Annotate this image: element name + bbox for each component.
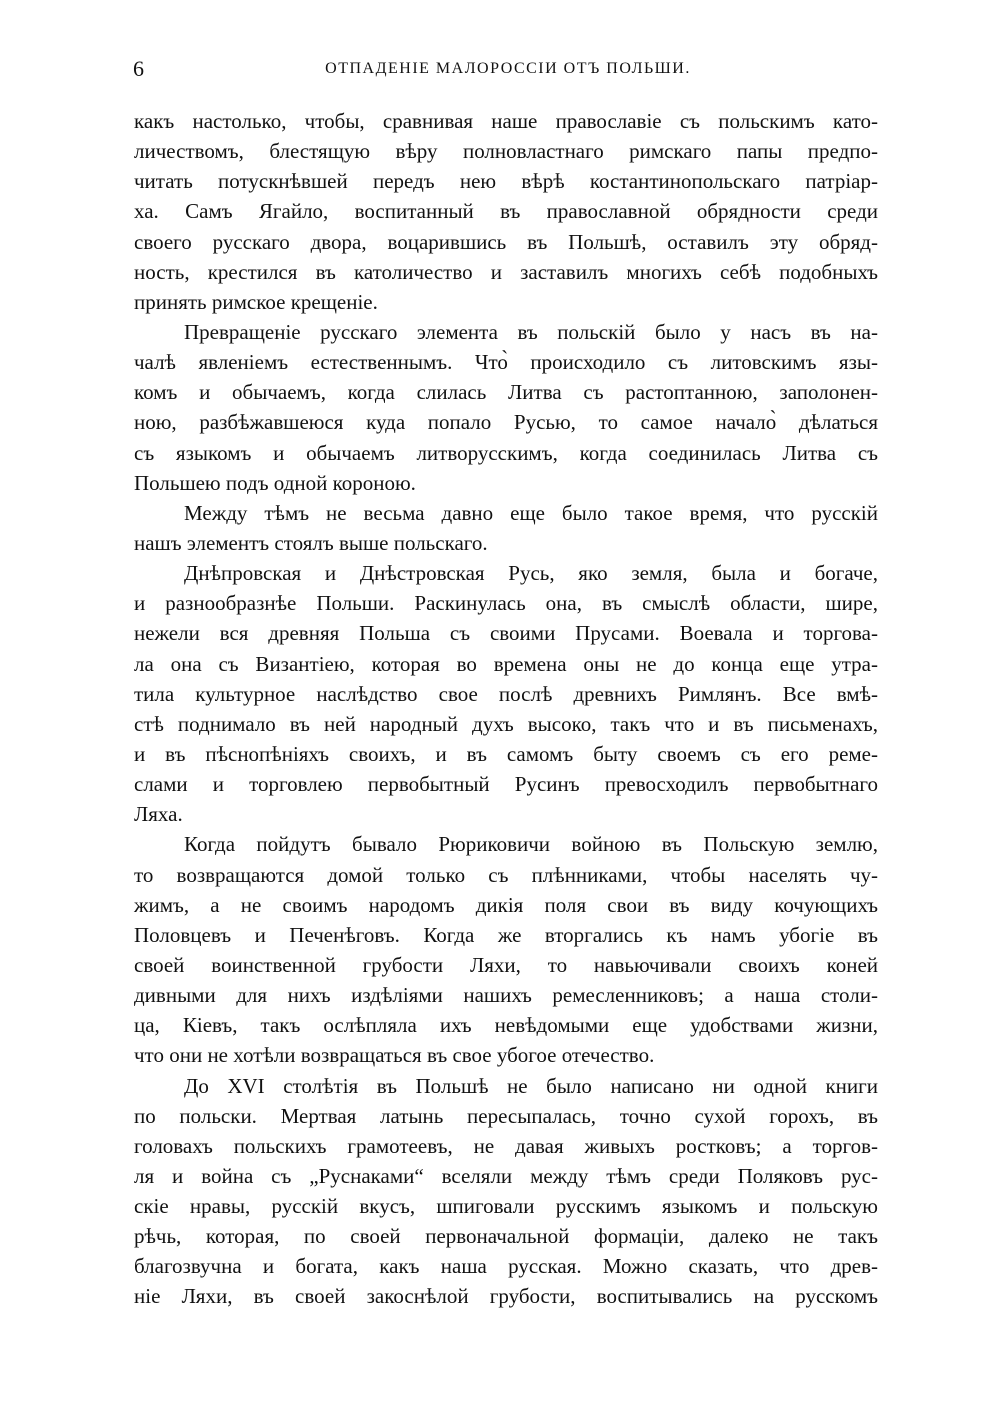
text-line: съ языкомъ и обычаемъ литворусскимъ, когда соединилась Литва съ bbox=[134, 440, 878, 465]
text-line: Днѣпровская и Днѣстровская Русь, яко земля, была и богаче, bbox=[184, 561, 878, 586]
text-line: чалѣ явленіемъ естественнымъ. Что̀ происходило съ литовскимъ язы- bbox=[134, 350, 878, 375]
text-line: Превращеніе русскаго элемента въ польскій было у насъ въ на- bbox=[184, 319, 878, 344]
text-line: головахъ польскихъ грамотеевъ, не давая живыхъ ростковъ; а торгов- bbox=[134, 1133, 878, 1158]
text-line: комъ и обычаемъ, когда слилась Литва съ растоптанною, заполонен- bbox=[134, 380, 878, 405]
text-line: ла она съ Византіею, которая во времена оны не до конца еще утра- bbox=[134, 651, 878, 676]
paragraph bbox=[134, 558, 878, 829]
text-line: читать потускнѣвшей передъ нею вѣрѣ костантинопольскаго патріар- bbox=[134, 169, 878, 194]
text-line: Половцевъ и Печенѣговъ. Когда же вторгались къ намъ убогіе въ bbox=[134, 922, 878, 947]
text-line: Польшею подъ одной короною. bbox=[134, 470, 416, 495]
text-line: по польски. Мертвая латынь пересыпалась, точно сухой горохъ, въ bbox=[134, 1103, 878, 1128]
body-text bbox=[134, 106, 878, 1312]
text-line: слами и торговлею первобытный Русинъ превосходилъ первобытнаго bbox=[134, 772, 878, 797]
text-line: то возвращаются домой только съ плѣнниками, чтобы населять чу- bbox=[134, 862, 878, 887]
text-line: тила культурное наслѣдство свое послѣ древнихъ Римлянъ. Все вмѣ- bbox=[134, 681, 878, 706]
text-line: ля и война съ „Руснаками“ вселяли между тѣмъ среди Поляковъ рус- bbox=[134, 1163, 878, 1188]
text-line: Ляха. bbox=[134, 802, 183, 827]
text-line: что они не хотѣли возвращаться въ свое убогое отечество. bbox=[134, 1043, 655, 1068]
text-line: стѣ поднимало въ ней народный духъ высоко, такъ что и въ письменахъ, bbox=[134, 711, 878, 736]
text-line: Когда пойдутъ бывало Рюриковичи войною въ Польскую землю, bbox=[184, 832, 878, 857]
running-head: ОТПАДЕНІЕ МАЛОРОССІИ ОТЪ ПОЛЬШИ. bbox=[325, 60, 691, 77]
text-line: До XVI столѣтія въ Польшѣ не было написано ни одной книги bbox=[184, 1073, 878, 1098]
text-line: ца, Кіевъ, такъ ослѣпляла ихъ невѣдомыми еще удобствами жизни, bbox=[134, 1013, 878, 1038]
text-line: ха. Самъ Ягайло, воспитанный въ православной обрядности среди bbox=[134, 199, 878, 224]
text-line: и въ пѣснопѣніяхъ своихъ, и въ самомъ быту своемъ съ его реме- bbox=[134, 741, 878, 766]
text-line: какъ настолько, чтобы, сравнивая наше православіе съ польскимъ като- bbox=[134, 109, 878, 133]
text-line: скіе нравы, русскій вкусъ, шпиговали русскимъ языкомъ и польскую bbox=[134, 1194, 878, 1219]
paragraph bbox=[134, 106, 878, 317]
text-line: своей воинственной грубости Ляхи, то навьючивали своихъ коней bbox=[134, 952, 878, 977]
text-line: Между тѣмъ не весьма давно еще было такое время, что русскій bbox=[184, 500, 878, 525]
text-line: ною, разбѣжавшеюся куда попало Русью, то самое начало̀ дѣлаться bbox=[134, 410, 878, 435]
paragraph bbox=[134, 1071, 878, 1312]
text-line: нашъ элементъ стоялъ выше польскаго. bbox=[134, 530, 488, 555]
paragraph bbox=[134, 498, 878, 558]
text-line: принять римское крещеніе. bbox=[134, 289, 378, 314]
text-line: жимъ, а не своимъ народомъ дикія поля свои въ виду кочующихъ bbox=[134, 892, 878, 917]
text-line: рѣчь, которая, по своей первоначальной формаціи, далеко не такъ bbox=[134, 1224, 878, 1249]
text-line: нежели вся древняя Польша съ своими Прусами. Воевала и торгова- bbox=[134, 621, 878, 646]
text-line: дивными для нихъ издѣліями нашихъ ремесленниковъ; а наша столи- bbox=[134, 983, 878, 1008]
text-line: ность, крестился въ католичество и заставилъ многихъ себѣ подобныхъ bbox=[134, 259, 878, 284]
paragraph bbox=[134, 317, 878, 498]
text-line: благозвучна и богата, какъ наша русская. Можно сказать, что древ- bbox=[134, 1254, 878, 1279]
text-line: ніе Ляхи, въ своей закоснѣлой грубости, воспитывались на русскомъ bbox=[134, 1284, 878, 1309]
page-number: 6 bbox=[133, 56, 144, 81]
paragraph bbox=[134, 829, 878, 1070]
text-line: своего русскаго двора, воцарившись въ Польшѣ, оставилъ эту обряд- bbox=[134, 229, 878, 254]
text-line: и разнообразнѣе Польши. Раскинулась она, въ смыслѣ области, шире, bbox=[134, 591, 878, 616]
text-line: личествомъ, блестящую вѣру полновластнаго римскаго папы предпо- bbox=[134, 139, 878, 164]
